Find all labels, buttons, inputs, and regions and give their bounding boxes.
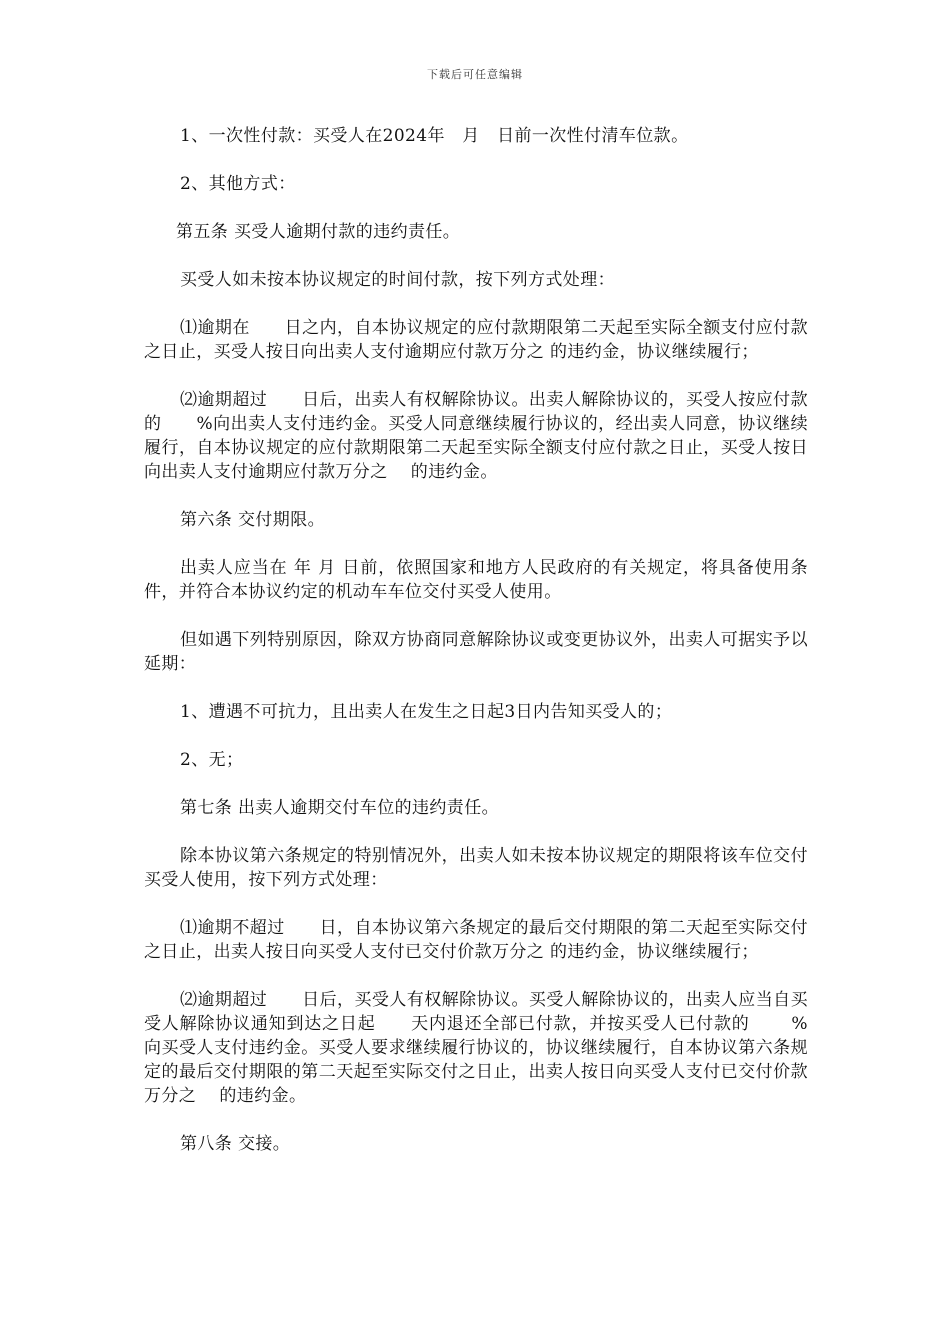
page-header: 下载后可任意编辑: [427, 68, 523, 81]
paragraph-delay-reasons: 但如遇下列特别原因，除双方协商同意解除协议或变更协议外，出卖人可据实予以延期：: [144, 630, 808, 674]
paragraph-late-delivery-intro: 除本协议第六条规定的特别情况外，出卖人如未按本协议规定的期限将该车位交付买受人使用，按下列方式处理：: [144, 846, 808, 890]
paragraph-late-delivery-1: ⑴逾期不超过 日，自本协议第六条规定的最后交付期限的第二天起至实际交付之日止，出卖人按日向买受人支付已交付价款万分之 的违约金，协议继续履行；: [144, 918, 808, 962]
paragraph-delivery-deadline: 出卖人应当在 年 月 日前，依照国家和地方人民政府的有关规定，将具备使用条件，并符合本协议约定的机动车车位交付买受人使用。: [144, 558, 808, 602]
paragraph-late-payment-2: ⑵逾期超过 日后，出卖人有权解除协议。出卖人解除协议的，买受人按应付款的 %向出卖人支付违约金。买受人同意继续履行协议的，经出卖人同意，协议继续履行，自本协议规定的应付款期限第二天起至实际全额支付应付款之日止，买受人按日向出卖人支付逾期应付款万分之 的违约金。: [144, 390, 808, 482]
paragraph-force-majeure: 1、遭遇不可抗力，且出卖人在发生之日起3日内告知买受人的；: [180, 702, 673, 722]
paragraph-payment-other: 2、其他方式：: [180, 174, 296, 194]
article-five-heading: 第五条 买受人逾期付款的违约责任。: [176, 222, 461, 242]
article-six-heading: 第六条 交付期限。: [180, 510, 326, 530]
paragraph-payment-one-time: 1、一次性付款：买受人在2024年 月 日前一次性付清车位款。: [180, 126, 689, 146]
paragraph-none: 2、无；: [180, 750, 244, 770]
paragraph-late-payment-intro: 买受人如未按本协议规定的时间付款，按下列方式处理：: [180, 270, 615, 290]
article-eight-heading: 第八条 交接。: [180, 1134, 291, 1154]
paragraph-late-payment-1: ⑴逾期在 日之内，自本协议规定的应付款期限第二天起至实际全额支付应付款之日止，买受人按日向出卖人支付逾期应付款万分之 的违约金，协议继续履行；: [144, 318, 808, 362]
paragraph-late-delivery-2: ⑵逾期超过 日后，买受人有权解除协议。买受人解除协议的，出卖人应当自买受人解除协议通知到达之日起 天内退还全部已付款，并按买受人已付款的 %向买受人支付违约金。买受人要求继续履行协议的，协议继续履行，自本协议第六条规定的最后交付期限的第二天起至实际交付之日止，出卖人按日向买受人支付已交付价款万分之 的违约金。: [144, 990, 808, 1106]
article-seven-heading: 第七条 出卖人逾期交付车位的违约责任。: [180, 798, 500, 818]
document-body: [144, 124, 808, 1180]
